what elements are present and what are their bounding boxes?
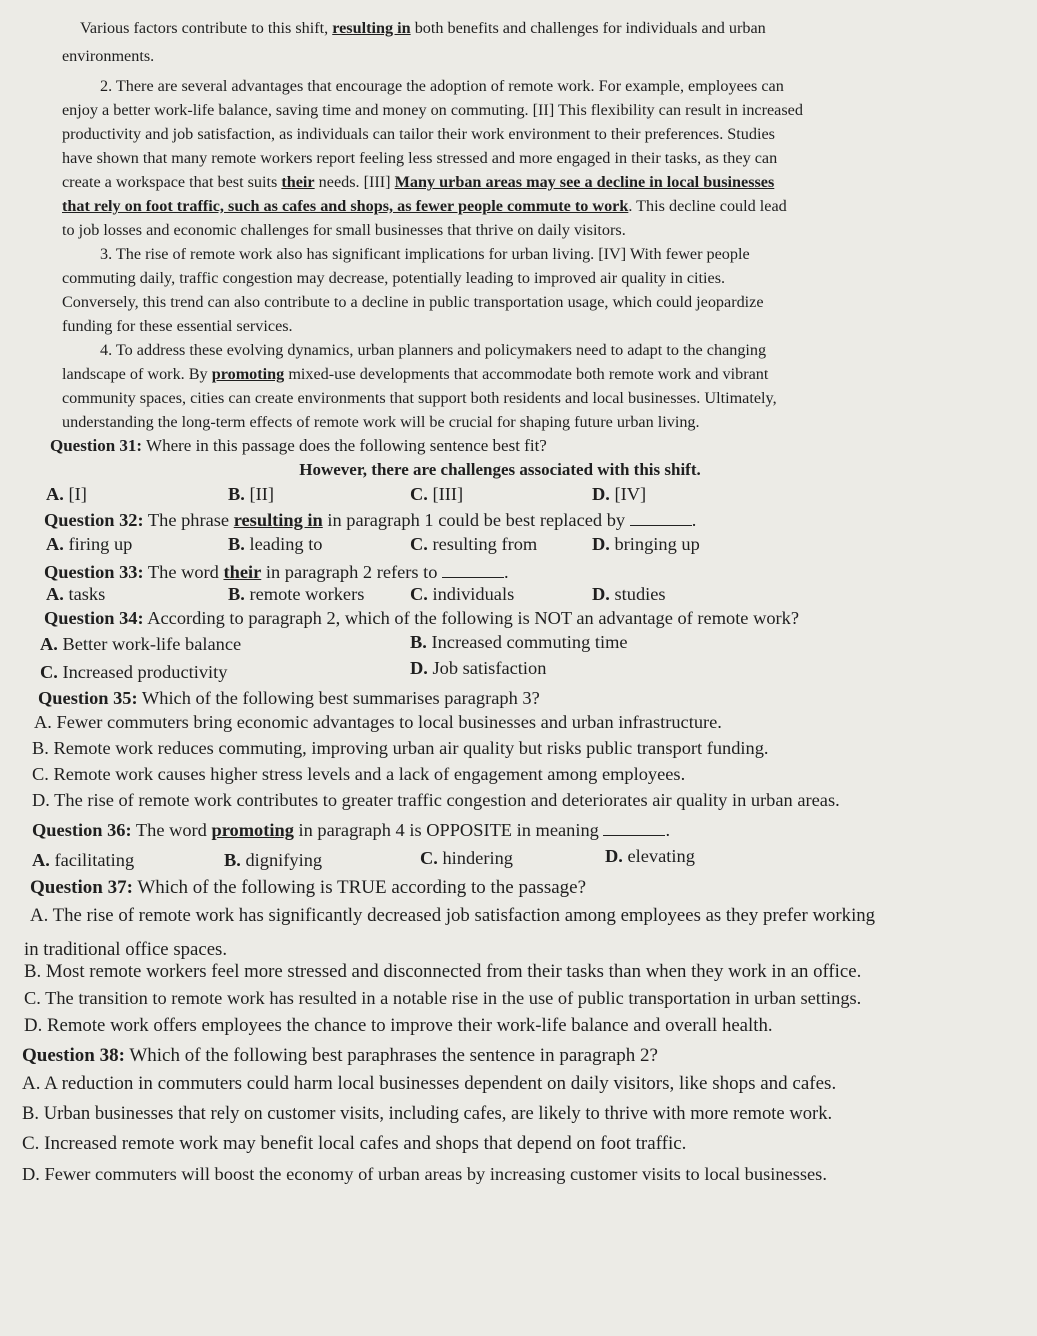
p3-line1: 3. The rise of remote work also has significant implications for urban living. [IV] With fewer people [100, 245, 750, 263]
q37-option-d[interactable]: D. Remote work offers employees the chance to improve their work-life balance and overall health. [24, 1015, 773, 1036]
q33-option-c[interactable]: C. individuals [410, 584, 515, 604]
q35-option-a[interactable]: A. Fewer commuters bring economic advantages to local businesses and urban infrastructure. [34, 712, 722, 732]
q32-stem: Question 32: The phrase resulting in in paragraph 1 could be best replaced by . [44, 510, 697, 530]
p2-line4: have shown that many remote workers report feeling less stressed and more engaged in their tasks, as they can [62, 149, 778, 167]
q31-stem: Question 31: Where in this passage does the following sentence best fit? [50, 436, 547, 455]
q32-option-b[interactable]: B. leading to [228, 534, 323, 554]
q34-stem: Question 34: According to paragraph 2, which of the following is NOT an advantage of remote work? [44, 608, 800, 628]
p3-line3: Conversely, this trend can also contribute to a decline in public transportation usage, which could jeopardize [62, 293, 764, 311]
p2-line6: that rely on foot traffic, such as cafes and shops, as fewer people commute to work. This decline could lead [62, 197, 787, 215]
q32-option-d[interactable]: D. bringing up [592, 534, 700, 554]
q37-option-a-line1[interactable]: A. The rise of remote work has significantly decreased job satisfaction among employees as they prefer working [30, 905, 876, 926]
q36-option-b[interactable]: B. dignifying [224, 850, 323, 870]
q31-option-d[interactable]: D. [IV] [592, 484, 647, 504]
p1-line2: environments. [62, 47, 155, 65]
q38-option-c[interactable]: C. Increased remote work may benefit local cafes and shops that depend on foot traffic. [22, 1133, 687, 1154]
q35-option-d[interactable]: D. The rise of remote work contributes to greater traffic congestion and deteriorates air quality in urban areas. [32, 790, 840, 810]
q31-option-b[interactable]: B. [II] [228, 484, 274, 504]
p4-line2: landscape of work. By promoting mixed-use developments that accommodate both remote work and vibrant [62, 365, 769, 383]
p4-line3: community spaces, cities can create environments that support both residents and local businesses. Ultimately, [62, 389, 777, 407]
q37-option-b[interactable]: B. Most remote workers feel more stressed and disconnected from their tasks than when they work in an office. [24, 961, 862, 982]
p2-line7: to job losses and economic challenges for small businesses that thrive on daily visitors. [62, 221, 626, 239]
p2-line1: 2. There are several advantages that encourage the adoption of remote work. For example, employees can [100, 77, 784, 95]
q34-option-c[interactable]: C. Increased productivity [40, 662, 228, 682]
p1-line1: Various factors contribute to this shift, resulting in both benefits and challenges for individuals and urban [80, 19, 766, 37]
p4-line4: understanding the long-term effects of remote work will be crucial for shaping future urban living. [62, 413, 700, 431]
q33-option-b[interactable]: B. remote workers [228, 584, 365, 604]
q33-stem: Question 33: The word their in paragraph 2 refers to . [44, 562, 509, 582]
q33-option-a[interactable]: A. tasks [46, 584, 106, 604]
q31-option-a[interactable]: A. [I] [46, 484, 87, 504]
q36-option-d[interactable]: D. elevating [605, 846, 695, 866]
q31-option-c[interactable]: C. [III] [410, 484, 464, 504]
q36-stem: Question 36: The word promoting in paragraph 4 is OPPOSITE in meaning . [32, 820, 671, 840]
q31-quote: However, there are challenges associated with this shift. [299, 460, 701, 479]
q38-option-b[interactable]: B. Urban businesses that rely on customer visits, including cafes, are likely to thrive with more remote work. [22, 1103, 833, 1124]
q34-option-b[interactable]: B. Increased commuting time [410, 632, 628, 652]
p2-line3: productivity and job satisfaction, as individuals can tailor their work environment to their preferences. Studies [62, 125, 775, 143]
p3-line2: commuting daily, traffic congestion may decrease, potentially leading to improved air quality in cities. [62, 269, 726, 287]
q32-option-c[interactable]: C. resulting from [410, 534, 538, 554]
q38-option-d[interactable]: D. Fewer commuters will boost the economy of urban areas by increasing customer visits to local businesses. [22, 1164, 827, 1184]
q38-option-a[interactable]: A. A reduction in commuters could harm local businesses dependent on daily visitors, like shops and cafes. [22, 1073, 837, 1094]
p2-line5: create a workspace that best suits their needs. [III] Many urban areas may see a decline in local businesses [62, 173, 775, 191]
answer-blank[interactable] [603, 834, 665, 836]
p3-line4: funding for these essential services. [62, 317, 293, 335]
q36-option-c[interactable]: C. hindering [420, 848, 513, 868]
q33-option-d[interactable]: D. studies [592, 584, 666, 604]
q32-option-a[interactable]: A. firing up [46, 534, 133, 554]
answer-blank[interactable] [442, 576, 504, 578]
q37-option-a-line2[interactable]: in traditional office spaces. [24, 939, 228, 960]
p2-line2: enjoy a better work-life balance, saving time and money on commuting. [II] This flexibility can result in increased [62, 101, 803, 119]
q36-option-a[interactable]: A. facilitating [32, 850, 135, 870]
answer-blank[interactable] [630, 524, 692, 526]
q35-stem: Question 35: Which of the following best summarises paragraph 3? [38, 688, 540, 708]
q34-option-a[interactable]: A. Better work-life balance [40, 634, 242, 654]
q37-option-c[interactable]: C. The transition to remote work has resulted in a notable rise in the use of public transportation in urban settings. [24, 988, 862, 1008]
q35-option-c[interactable]: C. Remote work causes higher stress levels and a lack of engagement among employees. [32, 764, 686, 784]
q35-option-b[interactable]: B. Remote work reduces commuting, improving urban air quality but risks public transport funding. [32, 738, 769, 758]
q38-stem: Question 38: Which of the following best paraphrases the sentence in paragraph 2? [22, 1045, 658, 1066]
q37-stem: Question 37: Which of the following is TRUE according to the passage? [30, 877, 587, 898]
q34-option-d[interactable]: D. Job satisfaction [410, 658, 547, 678]
p4-line1: 4. To address these evolving dynamics, urban planners and policymakers need to adapt to the changing [100, 341, 767, 359]
